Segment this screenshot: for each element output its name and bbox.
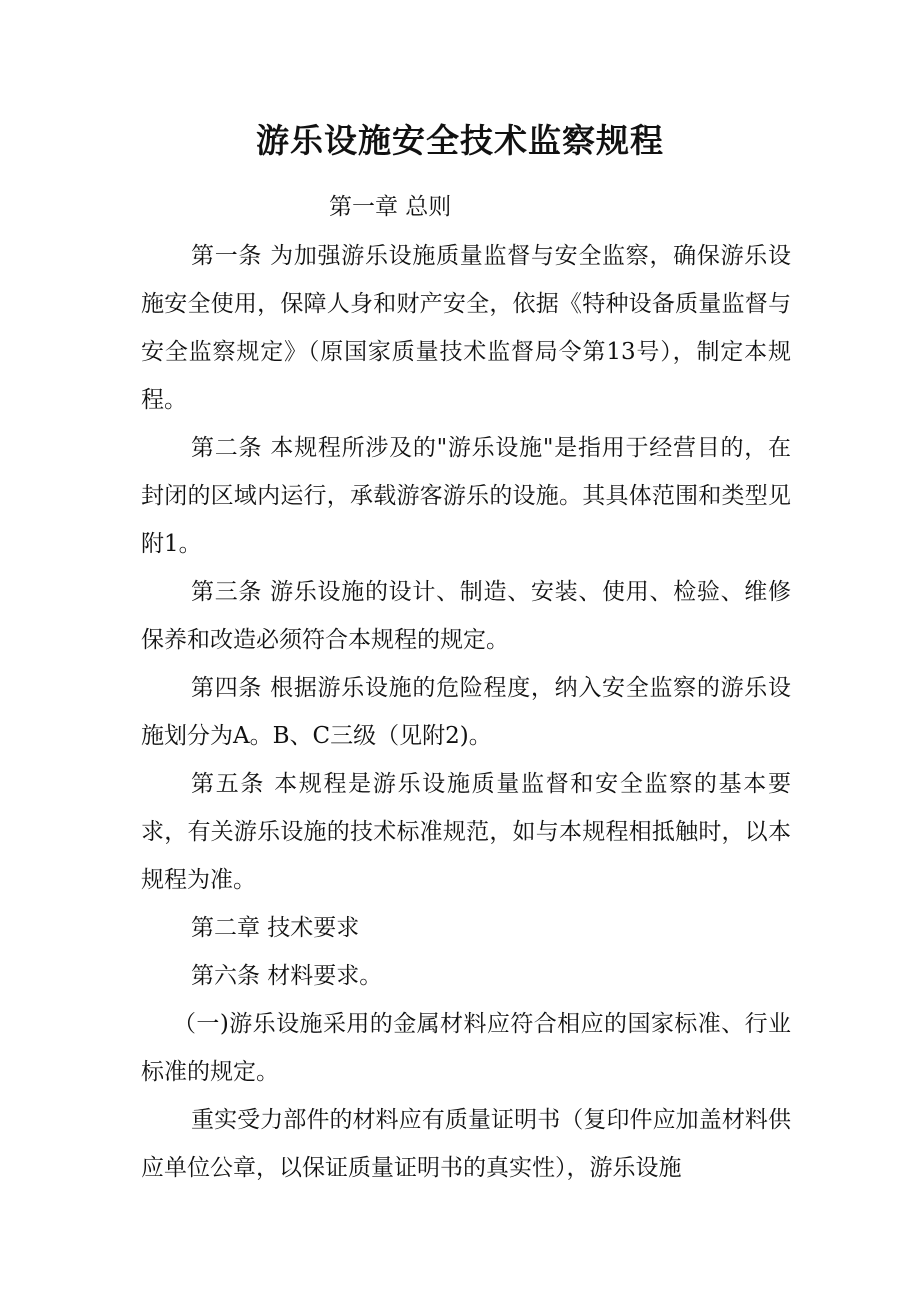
article-6: 第六条 材料要求。 <box>191 963 383 989</box>
article-6-clause-1-continued: 重实受力部件的材料应有质量证明书（复印件应加盖材料供应单位公章，以保证质量证明书的真实性），游乐设施 <box>141 1107 791 1181</box>
article-6-clause-1: （一)游乐设施采用的金属材料应符合相应的国家标准、行业标准的规定。 <box>141 1011 791 1085</box>
article-3: 第三条 游乐设施的设计、制造、安装、使用、检验、维修保养和改造必须符合本规程的规定。 <box>141 579 791 653</box>
article-5: 第五条 本规程是游乐设施质量监督和安全监察的基本要求，有关游乐设施的技术标准规范，如与本规程相抵触时，以本规程为准。 <box>141 771 791 893</box>
chapter-one-heading: 第一章 总则 <box>329 194 452 220</box>
chapter-two-heading: 第二章 技术要求 <box>191 915 360 941</box>
article-1: 第一条 为加强游乐设施质量监督与安全监察，确保游乐设施安全使用，保障人身和财产安全，依据《特种设备质量监督与安全监察规定》（原国家质量技术监督局令第13号），制定本规程。 <box>141 243 791 413</box>
article-2: 第二条 本规程所涉及的"游乐设施"是指用于经营目的，在封闭的区域内运行，承载游客游乐的设施。其具体范围和类型见附1。 <box>141 435 791 557</box>
document-body <box>141 232 791 1192</box>
article-4: 第四条 根据游乐设施的危险程度，纳入安全监察的游乐设施划分为A。B、C三级（见附2)。 <box>141 675 791 749</box>
document-title: 游乐设施安全技术监察规程 <box>256 121 664 160</box>
